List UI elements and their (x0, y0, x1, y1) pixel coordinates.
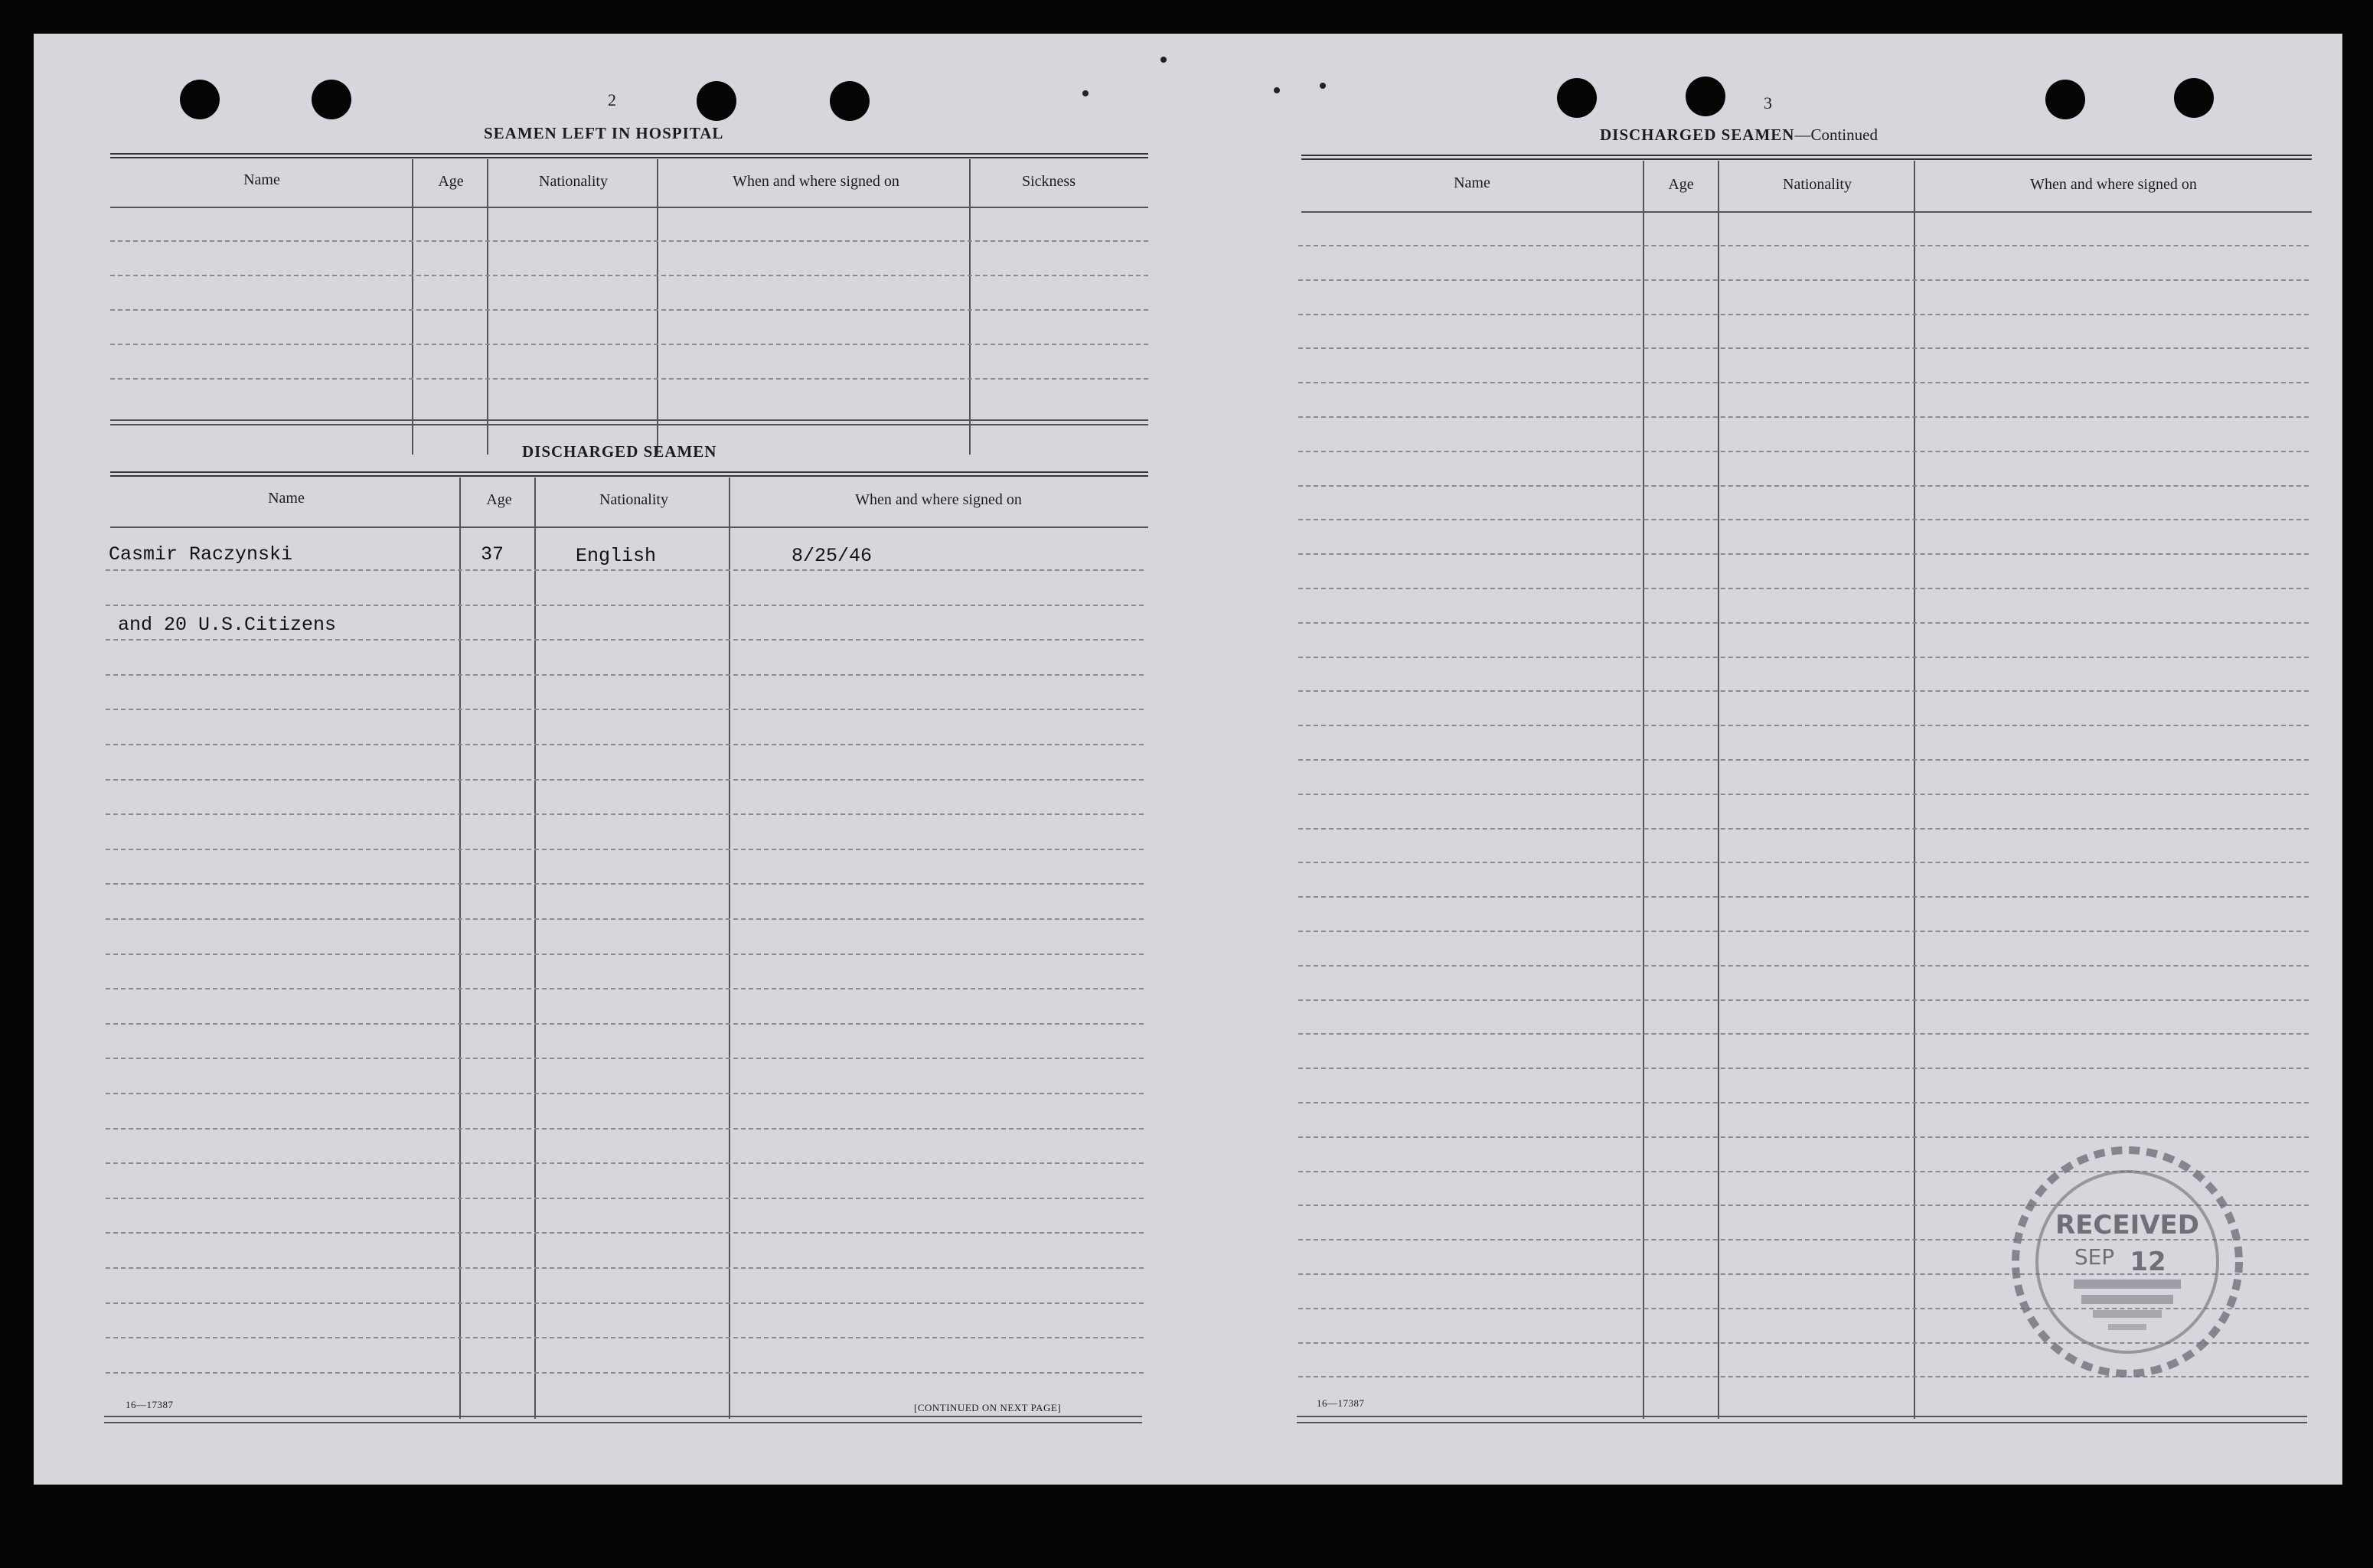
ruled-line (106, 1128, 1144, 1130)
discharged-col-name: Name (268, 490, 305, 507)
ruled-line (1298, 588, 2309, 589)
title-suffix: —Continued (1794, 126, 1878, 144)
discharged-section-title: DISCHARGED SEAMEN (522, 442, 717, 461)
ruled-line (1298, 1033, 2309, 1035)
ruled-line (106, 849, 1144, 850)
stamp-day: 12 (2130, 1247, 2166, 1277)
seaman-signed-on: 8/25/46 (792, 545, 873, 567)
ruled-line (1298, 553, 2309, 555)
ruled-line (1298, 828, 2309, 830)
ruled-line (1298, 965, 2309, 967)
seaman-name: Casmir Raczynski (109, 543, 293, 566)
col-divider (969, 159, 971, 455)
ruled-line (1298, 416, 2309, 418)
ruled-line (106, 1058, 1144, 1059)
table-bottom-rule (110, 424, 1148, 425)
ruled-line (1298, 725, 2309, 726)
table-bottom-rule (110, 419, 1148, 421)
ruled-line (1298, 759, 2309, 761)
col-divider (412, 159, 413, 455)
ruled-line (1298, 657, 2309, 658)
right-col-nationality: Nationality (1783, 176, 1852, 193)
ruled-line (106, 605, 1144, 606)
ruled-line (110, 309, 1148, 311)
ruled-line (106, 1372, 1144, 1374)
discharged-continued-title (1600, 126, 1878, 145)
discharged-col-signed-on: When and where signed on (855, 491, 1022, 508)
discharged-col-age: Age (486, 491, 512, 508)
ruled-line (1298, 451, 2309, 452)
ruled-line (1298, 382, 2309, 383)
ruled-line (106, 1162, 1144, 1164)
col-divider (487, 159, 488, 455)
col-divider (1643, 161, 1644, 1419)
ruled-line (1298, 279, 2309, 281)
continued-note: [CONTINUED ON NEXT PAGE] (914, 1402, 1062, 1413)
right-col-age: Age (1668, 176, 1694, 193)
ruled-line (1298, 794, 2309, 795)
hospital-section-title: SEAMEN LEFT IN HOSPITAL (484, 124, 724, 142)
ruled-line (110, 378, 1148, 380)
ruled-line (106, 813, 1144, 815)
left-page (34, 34, 1182, 1485)
ruled-line (110, 240, 1148, 242)
table-bottom-rule (104, 1416, 1142, 1417)
col-divider (657, 159, 658, 455)
col-divider (534, 478, 536, 1419)
page-number: 3 (1764, 93, 1772, 112)
ruled-line (1298, 1136, 2309, 1138)
ruled-line (106, 1232, 1144, 1234)
right-col-name: Name (1454, 174, 1490, 191)
ruled-line (1298, 896, 2309, 898)
table-bottom-rule (1297, 1416, 2307, 1417)
table-bottom-rule (1297, 1422, 2307, 1423)
ruled-line (106, 1337, 1144, 1338)
hospital-col-signed-on: When and where signed on (733, 173, 899, 190)
ruled-line (106, 569, 1144, 571)
hospital-col-age: Age (438, 173, 464, 190)
ruled-line (106, 988, 1144, 989)
ruled-line (106, 674, 1144, 676)
ruled-line (1298, 931, 2309, 932)
ruled-line (106, 1302, 1144, 1304)
col-divider (729, 478, 730, 1419)
ruled-line (106, 1093, 1144, 1094)
col-divider (1914, 161, 1915, 1419)
ruled-line (110, 344, 1148, 345)
stamp-received-text: RECEIVED (2055, 1210, 2199, 1240)
header-rule (1301, 211, 2312, 213)
header-rule (110, 207, 1148, 208)
page-number: 2 (608, 90, 616, 109)
ruled-line (106, 1198, 1144, 1199)
ruled-line (106, 1023, 1144, 1025)
double-rule (1301, 155, 2312, 160)
col-divider (1718, 161, 1719, 1419)
ruled-line (1298, 1102, 2309, 1103)
ruled-line (1298, 622, 2309, 624)
table-bottom-rule (104, 1422, 1142, 1423)
col-divider (459, 478, 461, 1419)
ruled-line (1298, 690, 2309, 692)
form-number: 16—17387 (1317, 1397, 1365, 1409)
ruled-line (1298, 999, 2309, 1001)
ruled-line (106, 883, 1144, 885)
document-sheet (34, 34, 2342, 1485)
stamp-month: SEP (2074, 1244, 2115, 1270)
ruled-line (1298, 1068, 2309, 1069)
form-number: 16—17387 (126, 1399, 174, 1410)
double-rule (110, 153, 1148, 158)
ruled-line (1298, 245, 2309, 246)
ruled-line (106, 918, 1144, 920)
ruled-line (106, 709, 1144, 710)
discharged-col-nationality: Nationality (599, 491, 668, 508)
ruled-line (110, 275, 1148, 276)
ruled-line (106, 954, 1144, 955)
hospital-col-sickness: Sickness (1022, 173, 1076, 190)
ruled-line (1298, 862, 2309, 863)
ruled-line (1298, 485, 2309, 487)
ruled-line (1298, 347, 2309, 349)
seaman-age: 37 (481, 543, 504, 566)
ruled-line (1298, 519, 2309, 520)
seaman-name: and 20 U.S.Citizens (118, 614, 337, 636)
ruled-line (106, 779, 1144, 781)
seaman-nationality: English (576, 545, 657, 567)
received-stamp-icon (2009, 1143, 2246, 1381)
title-main: DISCHARGED SEAMEN (1600, 126, 1795, 144)
ruled-line (106, 1267, 1144, 1269)
hospital-col-nationality: Nationality (539, 173, 608, 190)
header-rule (110, 526, 1148, 528)
ruled-line (106, 744, 1144, 745)
hospital-col-name: Name (243, 171, 280, 188)
ruled-line (106, 639, 1144, 641)
double-rule (110, 471, 1148, 477)
right-col-signed-on: When and where signed on (2030, 176, 2197, 193)
ruled-line (1298, 314, 2309, 315)
